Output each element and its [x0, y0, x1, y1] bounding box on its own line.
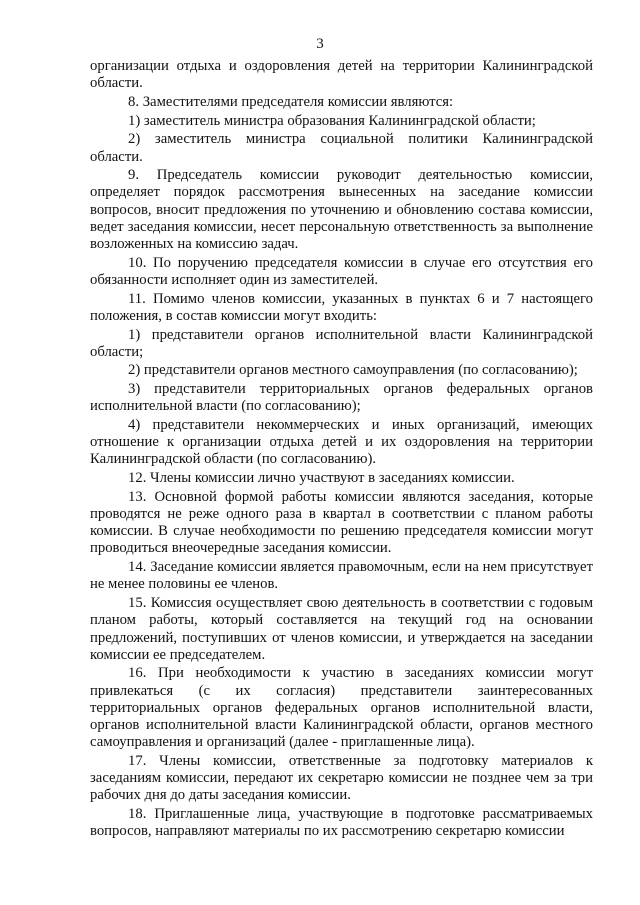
- paragraph-18: 18. Приглашенные лица, участвующие в подготовке рассматриваемых вопросов, направляют материалы по их рассмотрению секретарю комиссии: [90, 806, 593, 840]
- paragraph-11-item-4: 4) представители некоммерческих и иных организаций, имеющих отношение к организации отдыха детей и их оздоровления на территории Калининградской области (по согласованию).: [90, 417, 593, 468]
- paragraph-17: 17. Члены комиссии, ответственные за подготовку материалов к заседаниям комиссии, передают их секретарю комиссии не позднее чем за три рабочих дня до даты заседания комиссии.: [90, 752, 593, 804]
- paragraph-8-item-2: 2) заместитель министра социальной политики Калининградской области.: [90, 131, 593, 165]
- document-body: [90, 58, 593, 842]
- paragraph-continuation: организации отдыха и оздоровления детей на территории Калининградской области.: [90, 58, 593, 92]
- paragraph-11-item-1: 1) представители органов исполнительной власти Калининградской области;: [90, 326, 593, 360]
- paragraph-10: 10. По поручению председателя комиссии в случае его отсутствия его обязанности исполняет один из заместителей.: [90, 254, 593, 288]
- paragraph-15: 15. Комиссия осуществляет свою деятельность в соответствии с годовым планом работы, который составляется на текущий год на основании предложений, поступивших от членов комиссии, и утверждается на заседании комиссии ее председателем.: [90, 595, 593, 663]
- paragraph-14: 14. Заседание комиссии является правомочным, если на нем присутствует не менее половины ее членов.: [90, 559, 593, 593]
- paragraph-9: 9. Председатель комиссии руководит деятельностью комиссии, определяет порядок рассмотрения вынесенных на заседание комиссии вопросов, вносит предложения по уточнению и обновлению состава комиссии, ведет заседания комиссии, несет персональную ответственность за выполнение возложенных на комиссию задач.: [90, 167, 593, 253]
- paragraph-12: 12. Члены комиссии лично участвуют в заседаниях комиссии.: [128, 470, 515, 487]
- paragraph-13: 13. Основной формой работы комиссии являются заседания, которые проводятся не реже одного раза в квартал в соответствии с планом работы комиссии. В случае необходимости по решению председателя комиссии могут проводиться внеочередные заседания комиссии.: [90, 488, 593, 557]
- page-number: 3: [316, 36, 324, 52]
- paragraph-8-item-1: 1) заместитель министра образования Калининградской области;: [128, 112, 536, 129]
- paragraph-8: 8. Заместителями председателя комиссии являются:: [128, 93, 454, 110]
- paragraph-11-item-2: 2) представители органов местного самоуправления (по согласованию);: [128, 362, 578, 379]
- paragraph-11-item-3: 3) представители территориальных органов федеральных органов исполнительной власти (по согласованию);: [90, 381, 593, 415]
- paragraph-16: 16. При необходимости к участию в заседаниях комиссии могут привлекаться (с их согласия) представители заинтересованных территориальных органов федеральных органов исполнительной власти, органов исполнительной власти Калининградской области, органов местного самоуправления и организаций (далее - приглашенные лица).: [90, 665, 593, 751]
- paragraph-11: 11. Помимо членов комиссии, указанных в пунктах 6 и 7 настоящего положения, в состав комиссии могут входить:: [90, 290, 593, 324]
